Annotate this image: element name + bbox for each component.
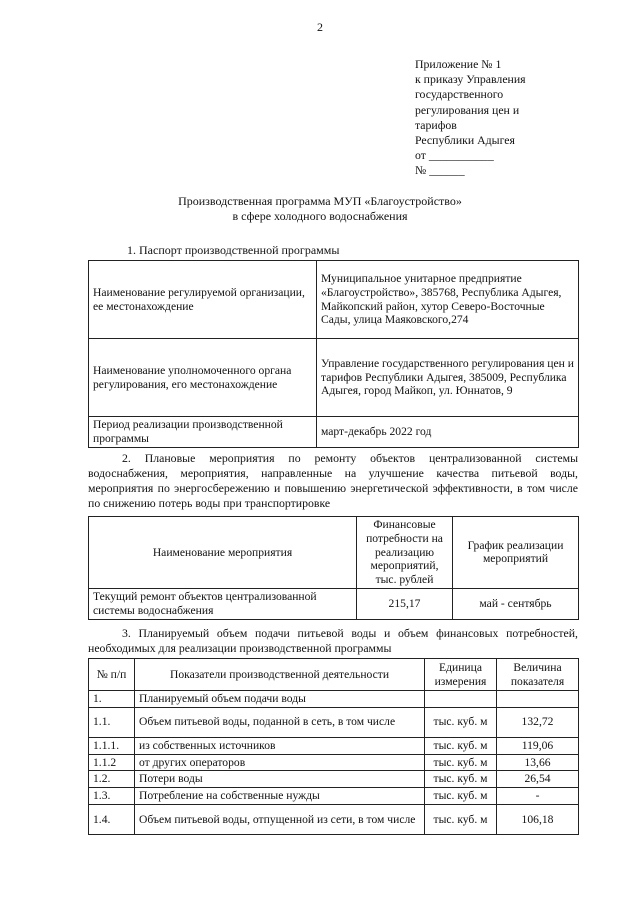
volume-table [88, 658, 579, 835]
section3-text: 3. Планируемый объем подачи питьевой воды и объем финансовых потребностей, необходимых для реализации производственной программы [88, 626, 578, 655]
row-value: - [497, 788, 579, 805]
table-row [89, 417, 579, 448]
appendix-line: тарифов [415, 117, 457, 132]
appendix-line: № ______ [415, 163, 465, 178]
column-header: График реализации мероприятий [453, 517, 579, 589]
row-value: 106,18 [497, 804, 579, 834]
row-unit: тыс. куб. м [425, 804, 497, 834]
table-row [89, 788, 579, 805]
column-header: Наименование мероприятия [89, 517, 357, 589]
appendix-line: регулирования цен и [415, 102, 520, 117]
column-header: № п/п [89, 659, 135, 691]
row-value: 132,72 [497, 707, 579, 737]
row-indicator: Потребление на собственные нужды [135, 788, 425, 805]
row-unit: тыс. куб. м [425, 707, 497, 737]
title-line-2: в сфере холодного водоснабжения [232, 209, 408, 223]
appendix-line: Республики Адыгея [415, 133, 515, 148]
passport-label: Период реализации производственной программы [89, 417, 317, 448]
table-row [89, 707, 579, 737]
row-number: 1.3. [89, 788, 135, 805]
page-number: 2 [317, 20, 323, 34]
row-number: 1.1.1. [89, 737, 135, 754]
row-number: 1.1. [89, 707, 135, 737]
passport-table [88, 260, 579, 448]
passport-label: Наименование уполномоченного органа регулирования, его местонахождение [89, 339, 317, 417]
row-indicator: Потери воды [135, 771, 425, 788]
row-number: 1. [89, 691, 135, 708]
column-header: Финансовые потребности на реализацию мероприятий, тыс. рублей [357, 517, 453, 589]
row-indicator: Объем питьевой воды, отпущенной из сети, в том числе [135, 804, 425, 834]
row-value [497, 691, 579, 708]
row-unit: тыс. куб. м [425, 771, 497, 788]
title-line-1: Производственная программа МУП «Благоустройство» [178, 194, 462, 208]
measure-amount: 215,17 [357, 588, 453, 619]
appendix-line: Приложение № 1 [415, 57, 502, 71]
document-title [100, 194, 540, 224]
row-indicator: Объем питьевой воды, поданной в сеть, в том числе [135, 707, 425, 737]
row-indicator: от других операторов [135, 754, 425, 771]
appendix-block [415, 57, 595, 179]
row-number: 1.1.2 [89, 754, 135, 771]
table-row [89, 339, 579, 417]
measure-name: Текущий ремонт объектов централизованной системы водоснабжения [89, 588, 357, 619]
table-row [89, 517, 579, 589]
column-header: Показатели производственной деятельности [135, 659, 425, 691]
table-row [89, 261, 579, 339]
row-unit: тыс. куб. м [425, 788, 497, 805]
appendix-line: государственного [415, 87, 504, 102]
table-row [89, 659, 579, 691]
passport-value: март-декабрь 2022 год [317, 417, 579, 448]
table-row [89, 588, 579, 619]
column-header: Величина показателя [497, 659, 579, 691]
row-unit: тыс. куб. м [425, 737, 497, 754]
passport-label: Наименование регулируемой организации, ее местонахождение [89, 261, 317, 339]
table-row [89, 737, 579, 754]
row-unit [425, 691, 497, 708]
table-row [89, 691, 579, 708]
row-unit: тыс. куб. м [425, 754, 497, 771]
table-row [89, 804, 579, 834]
passport-value: Управление государственного регулирования цен и тарифов Республики Адыгея, 385009, Республика Адыгея, город Майкоп, ул. Юннатов, 9 [317, 339, 579, 417]
row-value: 119,06 [497, 737, 579, 754]
passport-value: Муниципальное унитарное предприятие «Благоустройство», 385768, Республика Адыгея, Майкопский район, хутор Северо-Восточные Сады, улица Маяковского,274 [317, 261, 579, 339]
section1-heading: 1. Паспорт производственной программы [127, 243, 340, 257]
row-value: 26,54 [497, 771, 579, 788]
column-header: Единица измерения [425, 659, 497, 691]
row-indicator: Планируемый объем подачи воды [135, 691, 425, 708]
measure-schedule: май - сентябрь [453, 588, 579, 619]
table-row [89, 771, 579, 788]
row-number: 1.2. [89, 771, 135, 788]
appendix-line: от ___________ [415, 148, 494, 163]
row-value: 13,66 [497, 754, 579, 771]
table-row [89, 754, 579, 771]
measures-table [88, 516, 579, 620]
row-number: 1.4. [89, 804, 135, 834]
appendix-line: к приказу Управления [415, 72, 526, 87]
section2-text: 2. Плановые мероприятия по ремонту объектов централизованной системы водоснабжения, мероприятия, направленные на улучшение качества питьевой воды, мероприятия по энергосбережению и повышению энергетической эффективности, в том числе по снижению потерь воды при транспортировке [88, 451, 578, 510]
row-indicator: из собственных источников [135, 737, 425, 754]
